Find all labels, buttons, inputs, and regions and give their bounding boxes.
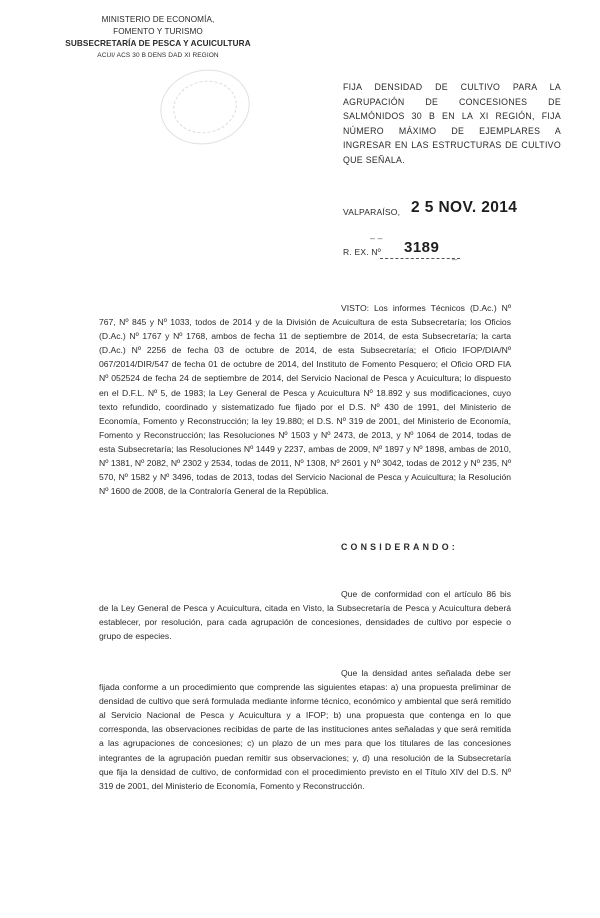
document-reference-code: ACUI/ ACS 30 B DENS DAD XI REGION — [97, 52, 219, 59]
rex-number: 3189 — [404, 239, 440, 256]
ministry-subname: FOMENTO Y TURISMO — [113, 27, 203, 36]
issue-city: VALPARAÍSO, — [343, 207, 401, 217]
subsecretariat-name: SUBSECRETARÍA DE PESCA Y ACUICULTURA — [65, 39, 251, 48]
considerando-paragraph-1: Que de conformidad con el artículo 86 bis de la Ley General de Pesca y Acuicultura, citada en Visto, la Subsecretaría de Pesca y Acuicultura deberá establecer, por resolución, para cada agrupación de concesiones, densidades de cultivo por especie o grupo de especies. — [99, 589, 511, 642]
seal-stamp-icon — [153, 61, 256, 152]
ministry-name: MINISTERIO DE ECONOMÍA, — [101, 15, 215, 24]
issue-date-stamp: 2 5 NOV. 2014 — [411, 199, 518, 216]
visto-paragraph: VISTO: Los informes Técnicos (D.Ac.) Nº 767, Nº 845 y Nº 1033, todos de 2014 y de la División de Acuicultura de esta Subsecretaría; los Oficios (D.Ac.) Nº 1767 y Nº 1768, ambos de fecha 11 de septiembre de 2014, de esta Subsecretaría; la carta (D.Ac.) Nº 2256 de fecha 03 de octubre de 2014, de esta Subsecretaría; el Oficio IFOP/DIA/Nº 067/2014/DIR/547 de fecha 01 de octubre de 2014, del Instituto de Fomento Pesquero; el Oficio ORD FIA Nº 052524 de fecha 24 de septiembre de 2014, del Servicio Nacional de Pesca y Acuicultura; lo dispuesto en el D.F.L. Nº 5, de 1983; la Ley General de Pesca y Acuicultura Nº 18.892 y sus modificaciones, cuyo texto refundido, coordinado y sistematizado fue fijado por el D.S. Nº 430 de 1991, del Ministerio de Economía, Fomento y Reconstrucción; la ley 19.880; el D.S. Nº 319 de 2001, del Ministerio de Economía, Fomento y Reconstrucción; las Resoluciones Nº 1503 y Nº 2473, de 2013, y Nº 1064 de 2014, todas de esta Subsecretaría; las Resoluciones Nº 1449 y 2237, ambas de 2009, Nº 1897 y Nº 1898, ambas de 2010, Nº 1381, Nº 2082, Nº 2302 y 2534, todas de 2011, Nº 1308, Nº 2601 y Nº 3042, todas de 2012 y Nº 235, Nº 570, Nº 1582 y Nº 3496, todas de 2013, todas del Servicio Nacional de Pesca y Acuicultura; la Resolución Nº 1600 de 2008, de la Contraloría General de la República. — [99, 303, 511, 497]
decorative-dash: _ — [452, 250, 458, 260]
rex-label: R. EX. Nº — [343, 247, 381, 257]
considerando-heading: CONSIDERANDO: — [341, 542, 458, 552]
issuer-header — [48, 14, 268, 62]
rex-number-underline — [380, 258, 460, 259]
decorative-dash: – – — [370, 233, 383, 243]
considerando-paragraph-2: Que la densidad antes señalada debe ser fijada conforme a un procedimiento que comprende las siguientes etapas: a) una propuesta preliminar de densidad de cultivo que será formulada mediante informe técnico, económico y ambiental que será remitido al Servicio Nacional de Pesca y Acuicultura y a IFOP; b) una propuesta que contenga en lo que corresponda, las observaciones recibidas de parte de las instituciones antes señaladas y que será remitida a las agrupaciones de concesiones; c) un plazo de un mes para que los titulares de las concesiones integrantes de la agrupación puedan remitir sus observaciones; y, d) una resolución de la Subsecretaría que fija la densidad de cultivo, de conformidad con el procedimiento previsto en el Título XIV del D.S. Nº 319 de 2001, del Ministerio de Economía, Fomento y Reconstrucción. — [99, 668, 511, 791]
resolution-summary: FIJA DENSIDAD DE CULTIVO PARA LA AGRUPACIÓN DE CONCESIONES DE SALMÓNIDOS 30 B EN LA XI REGIÓN, FIJA NÚMERO MÁXIMO DE EJEMPLARES A INGRESAR EN LAS ESTRUCTURAS DE CULTIVO QUE SEÑALA. — [343, 82, 561, 165]
